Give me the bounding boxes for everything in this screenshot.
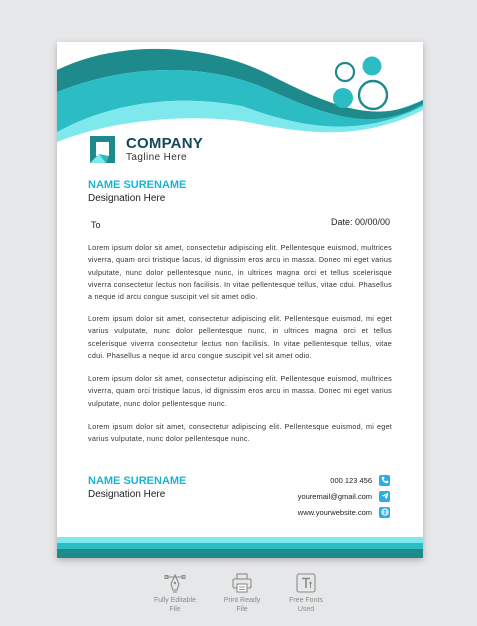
signature-name: NAME SURENAME	[88, 475, 187, 487]
features-strip	[0, 572, 477, 622]
contact-email-row	[298, 490, 390, 502]
body-paragraph-2: Lorem ipsum dolor sit amet, consectetur adipiscing elit. Pellentesque euismod, mi eget varius vulputate, nunc dolor pellentesque nunc, in ultrices magna orci et tellus scelerisque viverra consectetur lectus non facilisis. In vitae pellentesque tellus, vitae cdui. Phasellus a neque id arcu congue suscipit vel sit amet odio.	[88, 314, 392, 360]
contact-email: youremail@gmail.com	[297, 491, 372, 501]
sender-name: NAME SURENAME	[88, 179, 187, 191]
contact-website: www.yourwebsite.com	[297, 507, 372, 517]
feature-print-ready	[207, 572, 277, 614]
signature-designation: Designation Here	[88, 489, 166, 500]
feature-print-line1: Print Ready	[223, 597, 261, 604]
header-wave-graphic	[57, 42, 423, 142]
printer-icon	[231, 572, 253, 594]
feature-print-line2: File	[236, 605, 248, 613]
phone-icon	[379, 475, 390, 486]
body-paragraph-3: Lorem ipsum dolor sit amet, consectetur adipiscing elit. Pellentesque euismod, multrices viverra, quam orci tristique lacus, id dignissim eros arcu in massa. Donec mi eget varius vulputate, nunc dolor pellentesque nunc.	[88, 374, 392, 408]
contact-website-row	[298, 506, 390, 518]
font-icon	[295, 572, 317, 594]
send-icon	[379, 491, 390, 502]
decor-circle-filled-bottom	[333, 88, 353, 108]
letterhead-sheet	[57, 42, 423, 558]
to-label: To	[91, 220, 101, 230]
body-paragraph-4: Lorem ipsum dolor sit amet, consectetur adipiscing elit. Pellentesque euismod, mi eget varius vulputate, nunc dolor pellentesque nunc.	[88, 422, 392, 444]
body-paragraph-1: Lorem ipsum dolor sit amet, consectetur adipiscing elit. Pellentesque euismod, multrices viverra, quam orci tristique lacus, id dignissim eros arcu in massa. Donec mi eget varius vulputate, nunc dolor pellentesque nunc, in ultrices magna orci et tellus scelerisque viverra consectetur lectus non facilisis. In vitae pellentesque tellus, vitae cdui. Phasellus a neque id arcu congue suscipit vel sit amet odio.	[88, 243, 392, 302]
feature-fonts-line1: Free Fonts	[289, 597, 323, 604]
contact-phone: 000 123 456	[330, 475, 372, 485]
footer-band-dark	[57, 549, 423, 558]
globe-icon	[379, 507, 390, 518]
feature-fonts-line2: Used	[297, 605, 315, 613]
company-tagline: Tagline Here	[126, 152, 187, 163]
feature-editable-line1: Fully Editable	[153, 597, 197, 604]
square-fold-logo-icon	[89, 135, 116, 165]
company-name: COMPANY	[126, 135, 203, 152]
date-label: Date: 00/00/00	[330, 217, 390, 227]
feature-free-fonts	[271, 572, 341, 614]
sender-designation: Designation Here	[88, 193, 166, 204]
feature-editable	[140, 572, 210, 614]
contact-phone-row	[330, 474, 390, 486]
decor-circle-filled-top	[363, 57, 382, 76]
feature-editable-line2: File	[169, 605, 181, 613]
pen-tool-icon	[164, 572, 186, 594]
